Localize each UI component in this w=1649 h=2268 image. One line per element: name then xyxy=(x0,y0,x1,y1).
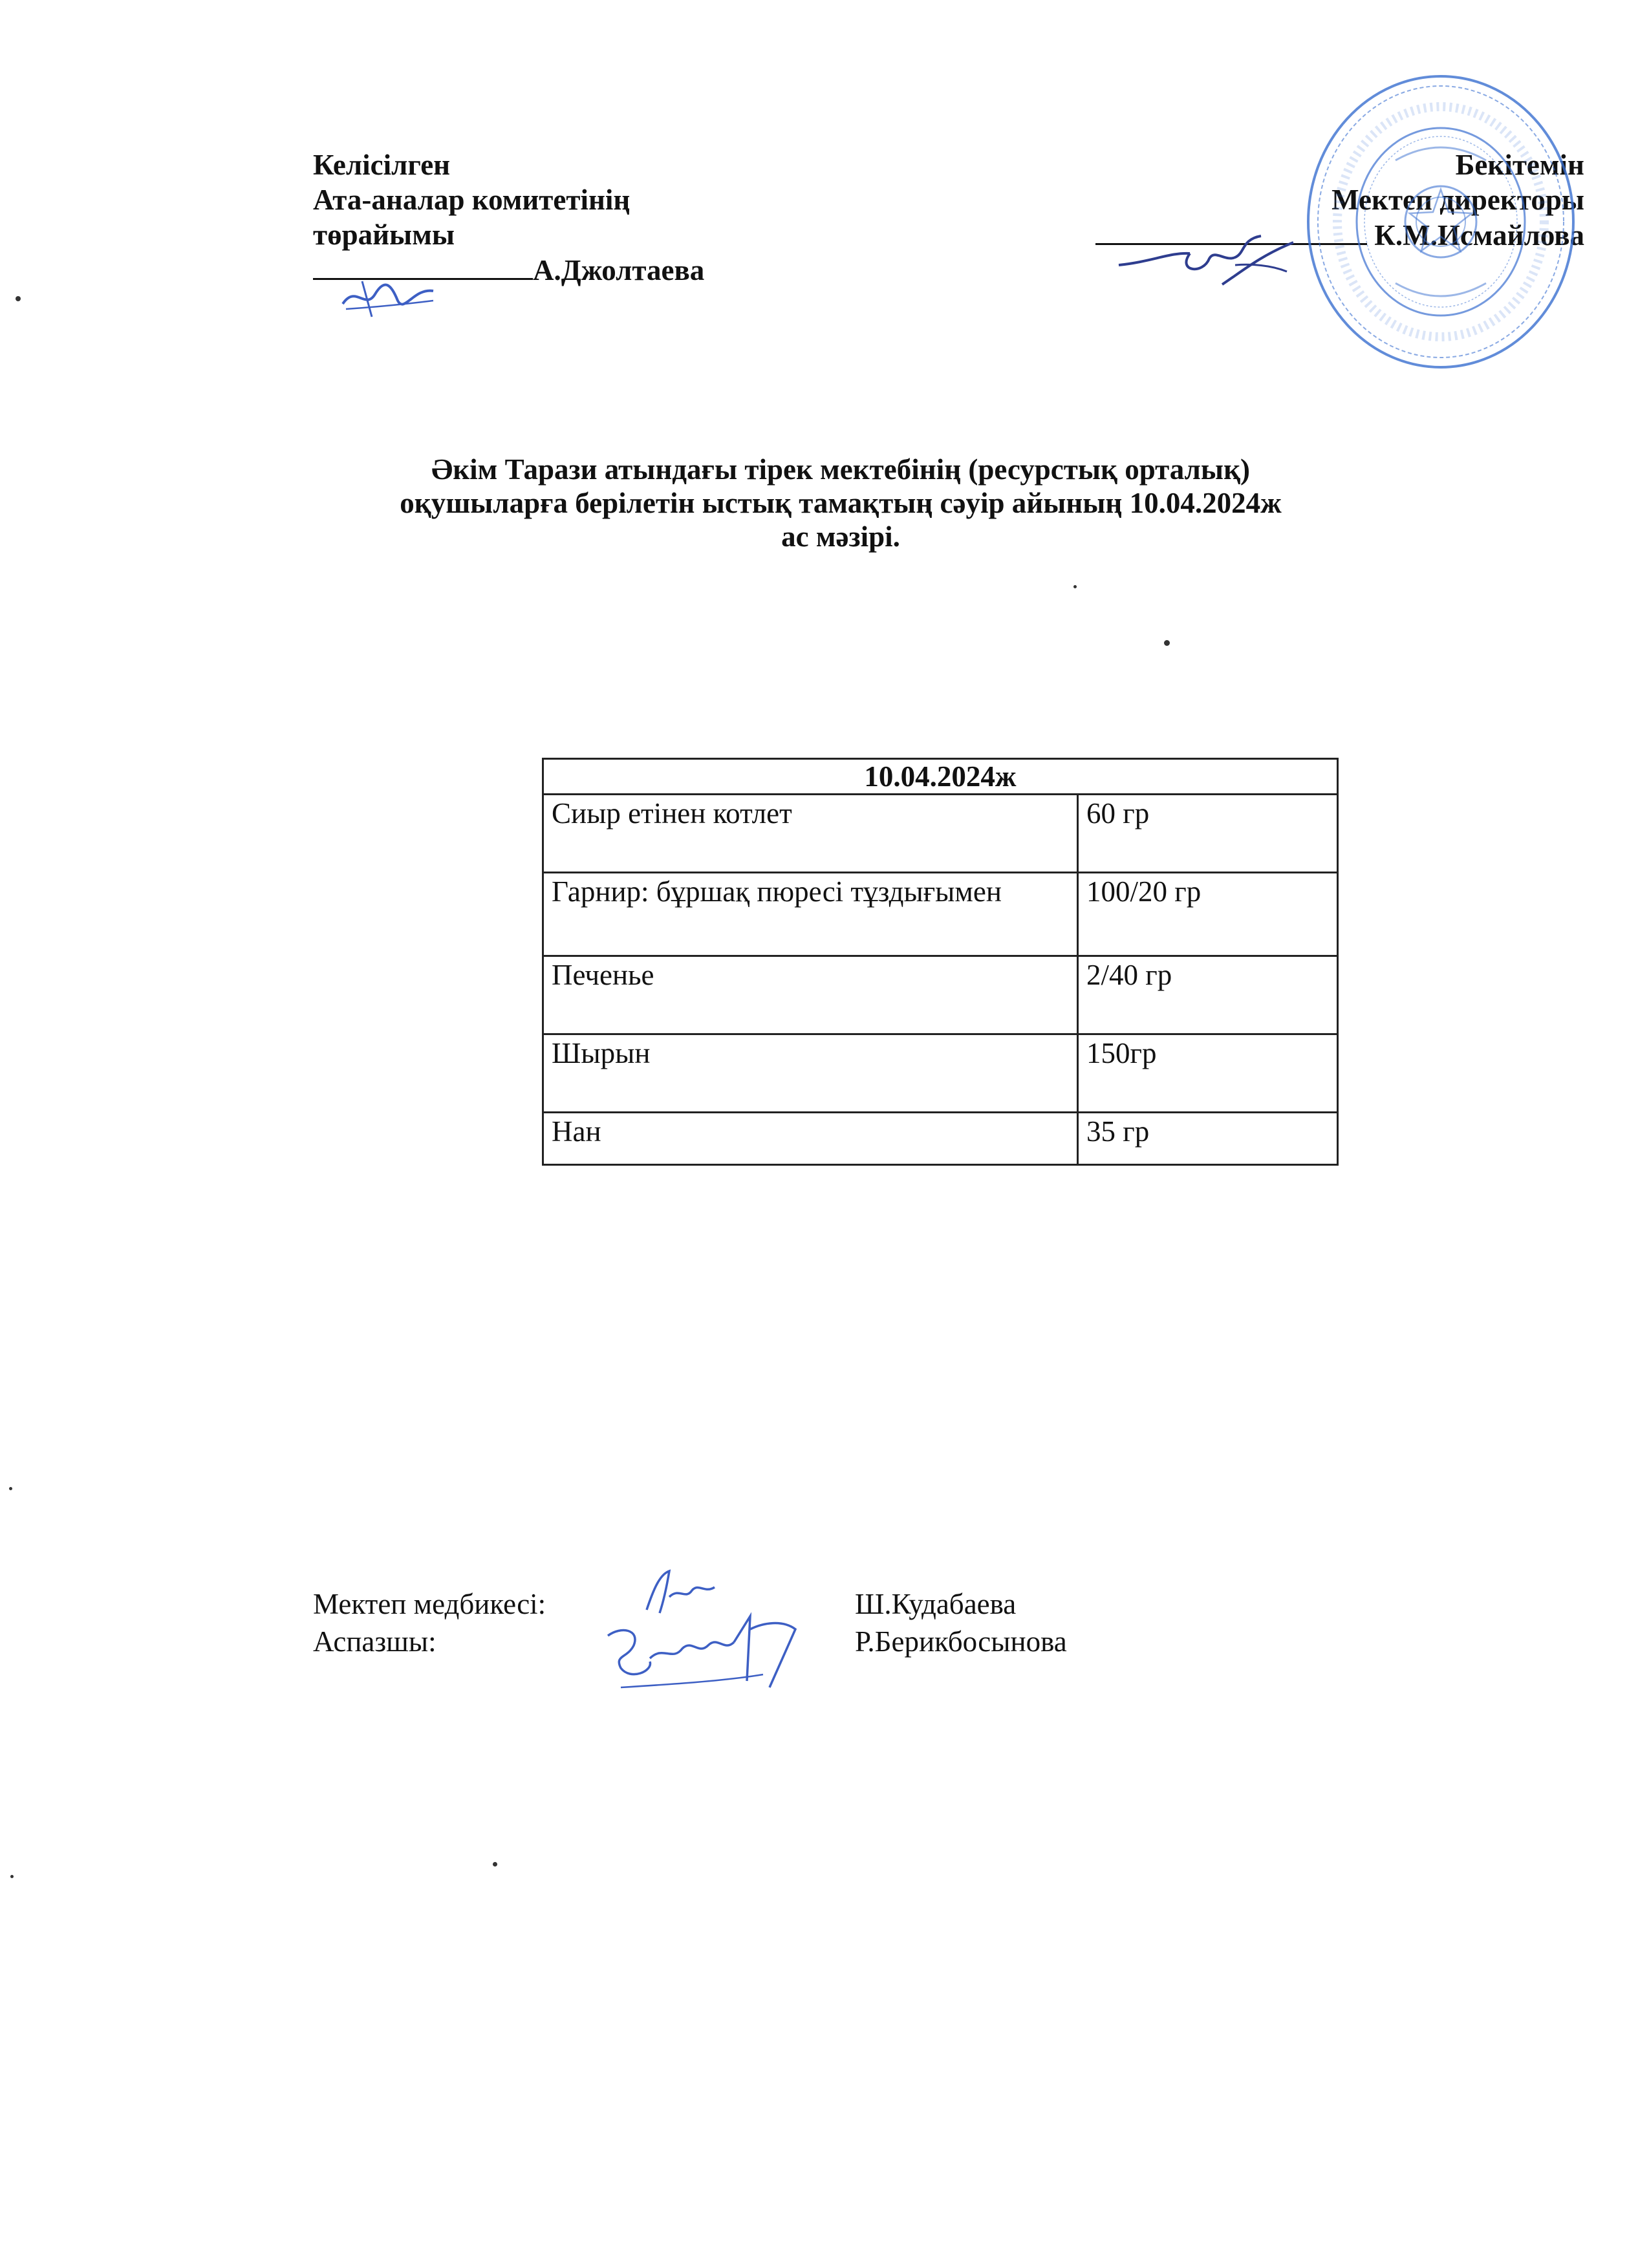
amount-cell: 35 гр xyxy=(1078,1113,1338,1165)
approval-left-block xyxy=(313,147,804,287)
approval-right-line2: Мектеп директоры xyxy=(1331,184,1584,216)
scan-speck xyxy=(16,296,21,301)
signature-cook-icon xyxy=(595,1610,802,1707)
amount-cell: 150гр xyxy=(1078,1034,1338,1113)
approval-left-line2: Ата-аналар комитетінің xyxy=(313,184,630,216)
table-row xyxy=(543,1034,1338,1113)
menu-table xyxy=(542,758,1339,1166)
page-title xyxy=(194,453,1487,553)
table-row xyxy=(543,873,1338,956)
cook-name: Р.Берикбосынова xyxy=(855,1625,1067,1658)
signature-parent-committee-icon xyxy=(336,272,440,323)
table-row xyxy=(543,795,1338,873)
scan-speck xyxy=(1073,585,1077,588)
scan-speck xyxy=(9,1487,12,1490)
scan-speck xyxy=(1164,640,1170,646)
signature-director-icon xyxy=(1112,226,1306,297)
title-line2: оқушыларға берілетін ыстық тамақтың сәуір айының 10.04.2024ж xyxy=(400,487,1282,519)
scan-speck xyxy=(10,1875,14,1878)
dish-cell: Сиыр етінен котлет xyxy=(543,795,1078,873)
dish-cell: Гарнир: бұршақ пюресі тұздығымен xyxy=(543,873,1078,956)
cook-label: Аспазшы: xyxy=(313,1625,436,1658)
approval-left-name: А.Джолтаева xyxy=(533,254,705,286)
amount-cell: 60 гр xyxy=(1078,795,1338,873)
title-line3: ас мәзірі. xyxy=(781,520,900,553)
dish-cell: Нан xyxy=(543,1113,1078,1165)
amount-cell: 100/20 гр xyxy=(1078,873,1338,956)
approval-right-line1: Бекітемін xyxy=(1455,149,1584,181)
title-line1: Әкім Тарази атындағы тірек мектебінің (ресурстық орталық) xyxy=(431,453,1250,486)
approval-right-name: К.М.Исмайлова xyxy=(1374,219,1584,251)
dish-cell: Шырын xyxy=(543,1034,1078,1113)
scan-speck xyxy=(493,1862,497,1867)
amount-cell: 2/40 гр xyxy=(1078,956,1338,1034)
official-stamp-icon xyxy=(1299,70,1583,374)
table-header-row xyxy=(543,759,1338,795)
nurse-name: Ш.Кудабаева xyxy=(855,1588,1017,1620)
table-row xyxy=(543,956,1338,1034)
dish-cell: Печенье xyxy=(543,956,1078,1034)
menu-date-header: 10.04.2024ж xyxy=(543,759,1338,795)
approval-left-line1: Келісілген xyxy=(313,149,451,181)
table-row xyxy=(543,1113,1338,1165)
approval-left-line3: төрайымы xyxy=(313,219,455,251)
nurse-label: Мектеп медбикесі: xyxy=(313,1588,546,1620)
